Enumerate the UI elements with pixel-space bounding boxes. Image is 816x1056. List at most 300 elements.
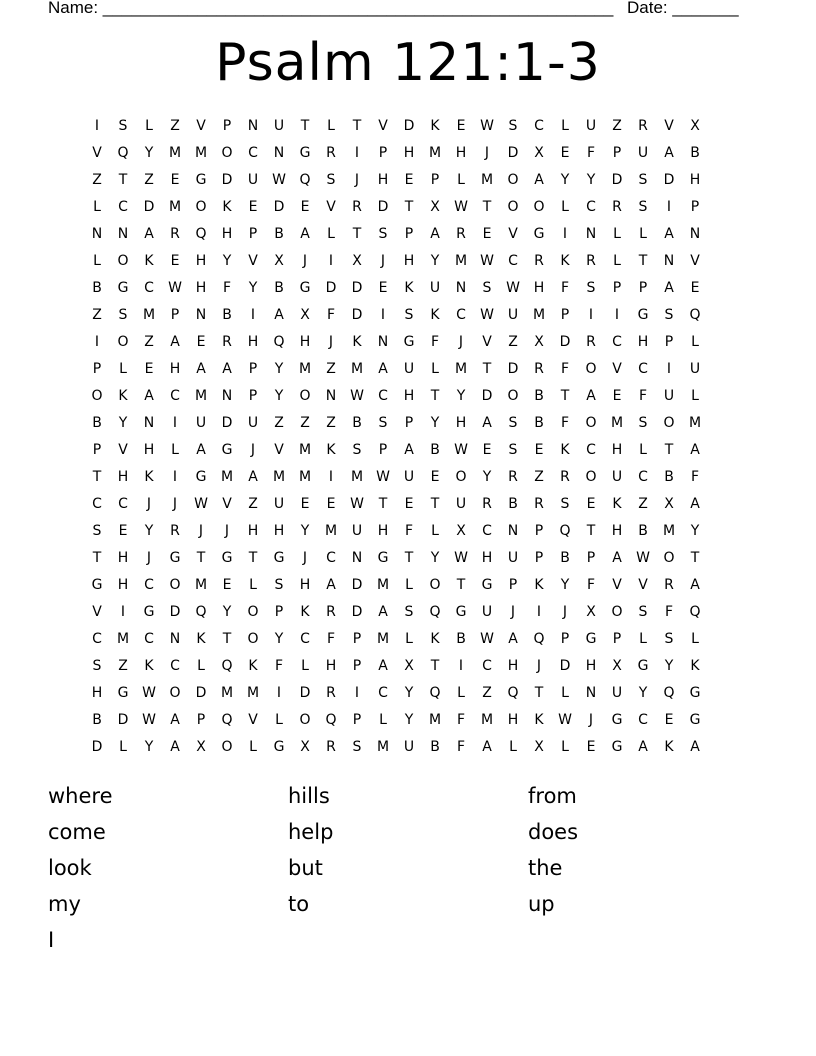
grid-letter: O: [585, 361, 597, 377]
grid-letter: I: [666, 199, 672, 215]
grid-letter: M: [272, 469, 286, 485]
grid-letter: N: [195, 307, 207, 323]
grid-letter: E: [170, 172, 180, 188]
grid-letter: O: [221, 739, 233, 755]
grid-letter: D: [403, 118, 415, 134]
grid-letter: U: [663, 388, 675, 404]
grid-letter: O: [611, 604, 623, 620]
grid-letter: M: [324, 523, 338, 539]
grid-row: [84, 491, 734, 518]
grid-letter: U: [195, 415, 207, 431]
grid-letter: H: [611, 442, 623, 458]
grid-letter: H: [377, 523, 389, 539]
grid-letter: T: [118, 172, 128, 188]
grid-letter: I: [354, 145, 360, 161]
grid-letter: A: [664, 226, 674, 242]
grid-letter: C: [144, 280, 154, 296]
grid-letter: T: [456, 577, 466, 593]
grid-letter: O: [533, 199, 545, 215]
grid-letter: T: [300, 118, 310, 134]
grid-letter: G: [299, 145, 311, 161]
grid-letter: W: [480, 307, 494, 323]
grid-letter: L: [561, 685, 569, 701]
word-list-item: come: [48, 820, 106, 844]
grid-letter: J: [536, 658, 542, 674]
grid-letter: P: [534, 523, 544, 539]
grid-letter: B: [222, 307, 232, 323]
word-list-item: my: [48, 892, 81, 916]
grid-letter: U: [429, 280, 441, 296]
grid-letter: N: [91, 226, 103, 242]
grid-letter: H: [117, 550, 129, 566]
grid-letter: I: [380, 307, 386, 323]
grid-letter: C: [118, 496, 128, 512]
grid-letter: T: [482, 199, 492, 215]
grid-letter: F: [222, 280, 232, 296]
grid-letter: D: [143, 199, 155, 215]
grid-row: [84, 248, 734, 275]
grid-letter: H: [221, 226, 233, 242]
grid-letter: Y: [690, 523, 700, 539]
grid-letter: J: [224, 523, 230, 539]
grid-row: [84, 734, 734, 761]
grid-letter: Y: [404, 712, 414, 728]
grid-letter: K: [560, 253, 570, 269]
grid-letter: O: [195, 199, 207, 215]
grid-letter: H: [195, 280, 207, 296]
grid-letter: S: [92, 523, 102, 539]
grid-letter: S: [326, 172, 336, 188]
grid-letter: V: [248, 253, 258, 269]
grid-letter: A: [378, 361, 388, 377]
grid-letter: K: [222, 199, 232, 215]
grid-letter: D: [273, 199, 285, 215]
grid-letter: F: [274, 658, 284, 674]
grid-letter: E: [118, 523, 128, 539]
grid-letter: G: [169, 550, 181, 566]
grid-letter: Z: [534, 469, 544, 485]
grid-letter: W: [480, 253, 494, 269]
grid-letter: C: [456, 307, 466, 323]
grid-letter: U: [247, 172, 259, 188]
grid-letter: L: [119, 361, 127, 377]
grid-letter: R: [586, 253, 596, 269]
grid-letter: K: [248, 658, 258, 674]
grid-letter: S: [378, 415, 388, 431]
grid-letter: S: [638, 415, 648, 431]
grid-row: [84, 302, 734, 329]
grid-letter: H: [585, 658, 597, 674]
grid-letter: W: [454, 199, 468, 215]
grid-letter: K: [430, 307, 440, 323]
grid-letter: D: [117, 712, 129, 728]
grid-letter: T: [404, 550, 414, 566]
grid-letter: M: [246, 685, 260, 701]
grid-letter: T: [352, 118, 362, 134]
grid-letter: S: [664, 631, 674, 647]
grid-letter: P: [378, 145, 388, 161]
grid-letter: Z: [326, 415, 336, 431]
grid-letter: W: [558, 712, 572, 728]
grid-letter: O: [429, 577, 441, 593]
grid-letter: W: [636, 550, 650, 566]
grid-letter: E: [170, 253, 180, 269]
grid-letter: L: [457, 172, 465, 188]
grid-letter: V: [508, 226, 518, 242]
grid-letter: U: [611, 469, 623, 485]
grid-letter: E: [560, 145, 570, 161]
grid-letter: Y: [274, 388, 284, 404]
grid-letter: W: [194, 496, 208, 512]
grid-letter: D: [325, 280, 337, 296]
word-list-item: but: [288, 856, 323, 880]
grid-letter: K: [300, 604, 310, 620]
grid-letter: M: [298, 469, 312, 485]
grid-letter: S: [352, 442, 362, 458]
grid-letter: N: [377, 334, 389, 350]
grid-letter: I: [328, 253, 334, 269]
grid-letter: J: [458, 334, 464, 350]
grid-row: [84, 221, 734, 248]
grid-letter: P: [248, 388, 258, 404]
grid-letter: L: [197, 658, 205, 674]
grid-letter: W: [350, 496, 364, 512]
grid-letter: Z: [248, 496, 258, 512]
grid-letter: L: [691, 334, 699, 350]
grid-row: [84, 707, 734, 734]
grid-letter: S: [118, 118, 128, 134]
grid-letter: T: [638, 253, 648, 269]
grid-letter: U: [403, 469, 415, 485]
grid-letter: N: [585, 685, 597, 701]
grid-letter: Z: [144, 334, 154, 350]
grid-letter: T: [430, 496, 440, 512]
grid-letter: F: [326, 631, 336, 647]
grid-letter: B: [690, 145, 700, 161]
grid-letter: M: [532, 307, 546, 323]
grid-letter: X: [664, 496, 674, 512]
grid-letter: D: [663, 172, 675, 188]
grid-letter: G: [377, 550, 389, 566]
grid-letter: F: [456, 712, 466, 728]
grid-letter: M: [376, 739, 390, 755]
grid-letter: I: [328, 469, 334, 485]
grid-letter: Q: [689, 307, 701, 323]
grid-letter: L: [93, 253, 101, 269]
grid-letter: A: [508, 631, 518, 647]
grid-letter: R: [534, 496, 544, 512]
grid-letter: I: [120, 604, 126, 620]
grid-letter: H: [299, 334, 311, 350]
grid-letter: N: [325, 388, 337, 404]
grid-letter: O: [507, 388, 519, 404]
grid-letter: V: [378, 118, 388, 134]
grid-letter: P: [612, 280, 622, 296]
grid-letter: S: [378, 226, 388, 242]
grid-letter: L: [379, 712, 387, 728]
grid-letter: A: [378, 604, 388, 620]
grid-letter: V: [482, 334, 492, 350]
grid-letter: Y: [144, 145, 154, 161]
grid-letter: Z: [118, 658, 128, 674]
grid-letter: G: [689, 685, 701, 701]
grid-letter: I: [250, 307, 256, 323]
grid-letter: Z: [170, 118, 180, 134]
grid-letter: M: [116, 631, 130, 647]
grid-letter: V: [196, 118, 206, 134]
grid-letter: W: [480, 631, 494, 647]
grid-letter: H: [403, 388, 415, 404]
grid-letter: E: [482, 442, 492, 458]
grid-letter: O: [91, 388, 103, 404]
grid-letter: Z: [326, 361, 336, 377]
grid-letter: X: [300, 739, 310, 755]
grid-letter: P: [352, 631, 362, 647]
grid-letter: E: [248, 199, 258, 215]
grid-letter: Y: [664, 658, 674, 674]
grid-letter: L: [301, 658, 309, 674]
grid-letter: N: [663, 253, 675, 269]
grid-letter: O: [169, 577, 181, 593]
grid-letter: T: [664, 442, 674, 458]
word-column-2: [288, 778, 508, 922]
grid-row: [84, 113, 734, 140]
grid-letter: L: [145, 118, 153, 134]
grid-letter: V: [92, 145, 102, 161]
grid-letter: Q: [221, 712, 233, 728]
grid-letter: G: [91, 577, 103, 593]
grid-letter: P: [508, 577, 518, 593]
grid-letter: K: [664, 739, 674, 755]
grid-letter: R: [612, 199, 622, 215]
grid-letter: Q: [533, 631, 545, 647]
grid-row: [84, 275, 734, 302]
date-field-line: Date: _______: [627, 0, 739, 17]
grid-letter: C: [612, 334, 622, 350]
grid-letter: D: [169, 604, 181, 620]
grid-letter: E: [404, 172, 414, 188]
grid-letter: R: [586, 334, 596, 350]
grid-letter: J: [510, 604, 516, 620]
grid-letter: P: [196, 712, 206, 728]
grid-letter: U: [273, 118, 285, 134]
grid-letter: Q: [429, 685, 441, 701]
grid-letter: T: [248, 550, 258, 566]
grid-letter: H: [689, 172, 701, 188]
grid-letter: L: [327, 226, 335, 242]
grid-letter: H: [377, 172, 389, 188]
grid-letter: H: [273, 523, 285, 539]
grid-letter: M: [376, 577, 390, 593]
grid-letter: U: [481, 604, 493, 620]
grid-letter: Q: [273, 334, 285, 350]
grid-letter: N: [273, 145, 285, 161]
grid-letter: C: [638, 712, 648, 728]
grid-letter: A: [690, 496, 700, 512]
grid-letter: L: [275, 712, 283, 728]
grid-letter: O: [169, 685, 181, 701]
grid-letter: I: [354, 685, 360, 701]
grid-letter: M: [194, 577, 208, 593]
grid-letter: C: [508, 253, 518, 269]
grid-letter: C: [92, 496, 102, 512]
grid-letter: F: [664, 604, 674, 620]
grid-letter: Y: [222, 253, 232, 269]
grid-letter: M: [480, 172, 494, 188]
grid-letter: J: [172, 496, 178, 512]
grid-letter: S: [92, 658, 102, 674]
grid-letter: C: [170, 388, 180, 404]
grid-letter: V: [92, 604, 102, 620]
grid-letter: A: [534, 172, 544, 188]
grid-letter: L: [431, 523, 439, 539]
grid-letter: R: [534, 361, 544, 377]
grid-letter: F: [430, 334, 440, 350]
grid-letter: K: [430, 631, 440, 647]
word-list-item: up: [528, 892, 555, 916]
grid-letter: C: [638, 361, 648, 377]
grid-letter: Q: [689, 604, 701, 620]
grid-letter: U: [455, 496, 467, 512]
grid-letter: H: [169, 361, 181, 377]
grid-letter: A: [404, 442, 414, 458]
grid-letter: S: [664, 307, 674, 323]
grid-letter: L: [249, 739, 257, 755]
grid-letter: W: [142, 712, 156, 728]
grid-letter: S: [404, 604, 414, 620]
grid-letter: D: [351, 280, 363, 296]
grid-letter: O: [507, 199, 519, 215]
grid-letter: H: [117, 469, 129, 485]
grid-letter: G: [611, 712, 623, 728]
grid-row: [84, 356, 734, 383]
grid-letter: T: [430, 388, 440, 404]
grid-letter: B: [534, 388, 544, 404]
grid-letter: Q: [663, 685, 675, 701]
grid-letter: S: [508, 442, 518, 458]
grid-letter: N: [247, 118, 259, 134]
grid-letter: B: [508, 496, 518, 512]
grid-letter: F: [404, 523, 414, 539]
grid-letter: A: [196, 361, 206, 377]
grid-letter: V: [222, 496, 232, 512]
grid-letter: E: [300, 496, 310, 512]
grid-letter: E: [326, 496, 336, 512]
grid-letter: V: [118, 442, 128, 458]
grid-letter: T: [690, 550, 700, 566]
grid-letter: G: [117, 685, 129, 701]
grid-row: [84, 518, 734, 545]
grid-letter: A: [144, 226, 154, 242]
grid-letter: X: [300, 307, 310, 323]
grid-letter: R: [664, 577, 674, 593]
grid-letter: I: [172, 469, 178, 485]
grid-letter: F: [690, 469, 700, 485]
grid-letter: J: [380, 253, 386, 269]
grid-row: [84, 167, 734, 194]
grid-letter: J: [198, 523, 204, 539]
grid-letter: R: [534, 253, 544, 269]
grid-letter: J: [146, 550, 152, 566]
grid-letter: B: [352, 415, 362, 431]
grid-letter: P: [352, 712, 362, 728]
grid-letter: A: [690, 739, 700, 755]
word-list-item: hills: [288, 784, 330, 808]
grid-row: [84, 572, 734, 599]
grid-letter: T: [404, 199, 414, 215]
grid-letter: A: [586, 388, 596, 404]
grid-letter: Y: [274, 361, 284, 377]
grid-letter: I: [458, 658, 464, 674]
grid-letter: D: [299, 685, 311, 701]
grid-letter: A: [482, 415, 492, 431]
grid-letter: Z: [612, 118, 622, 134]
grid-letter: C: [326, 550, 336, 566]
grid-letter: N: [585, 226, 597, 242]
grid-letter: Y: [638, 685, 648, 701]
grid-letter: U: [585, 118, 597, 134]
grid-letter: Z: [92, 307, 102, 323]
grid-letter: G: [689, 712, 701, 728]
grid-letter: M: [298, 361, 312, 377]
grid-letter: M: [376, 631, 390, 647]
grid-letter: Y: [118, 415, 128, 431]
grid-letter: I: [588, 307, 594, 323]
grid-letter: Z: [482, 685, 492, 701]
grid-letter: T: [482, 361, 492, 377]
grid-letter: Y: [560, 577, 570, 593]
grid-letter: S: [118, 307, 128, 323]
grid-letter: W: [272, 172, 286, 188]
grid-letter: I: [536, 604, 542, 620]
grid-letter: Q: [325, 712, 337, 728]
grid-letter: N: [507, 523, 519, 539]
grid-letter: A: [248, 469, 258, 485]
grid-letter: U: [689, 361, 701, 377]
grid-letter: X: [586, 604, 596, 620]
word-list-item: does: [528, 820, 579, 844]
grid-letter: T: [222, 631, 232, 647]
grid-letter: A: [378, 658, 388, 674]
grid-letter: Y: [586, 172, 596, 188]
grid-letter: L: [509, 739, 517, 755]
grid-letter: T: [352, 226, 362, 242]
grid-letter: B: [274, 280, 284, 296]
grid-letter: P: [274, 604, 284, 620]
grid-letter: G: [637, 307, 649, 323]
grid-letter: D: [507, 145, 519, 161]
grid-letter: K: [118, 388, 128, 404]
grid-letter: E: [690, 280, 700, 296]
grid-letter: V: [274, 442, 284, 458]
grid-letter: E: [222, 577, 232, 593]
grid-letter: A: [222, 361, 232, 377]
grid-letter: H: [507, 712, 519, 728]
grid-letter: E: [612, 388, 622, 404]
grid-letter: O: [507, 172, 519, 188]
grid-letter: L: [431, 361, 439, 377]
grid-letter: M: [194, 145, 208, 161]
grid-letter: P: [560, 307, 570, 323]
grid-letter: J: [588, 712, 594, 728]
grid-letter: B: [456, 631, 466, 647]
grid-letter: V: [664, 118, 674, 134]
grid-letter: Z: [300, 415, 310, 431]
grid-letter: N: [143, 415, 155, 431]
grid-letter: Y: [144, 739, 154, 755]
grid-letter: O: [663, 550, 675, 566]
grid-letter: V: [612, 361, 622, 377]
